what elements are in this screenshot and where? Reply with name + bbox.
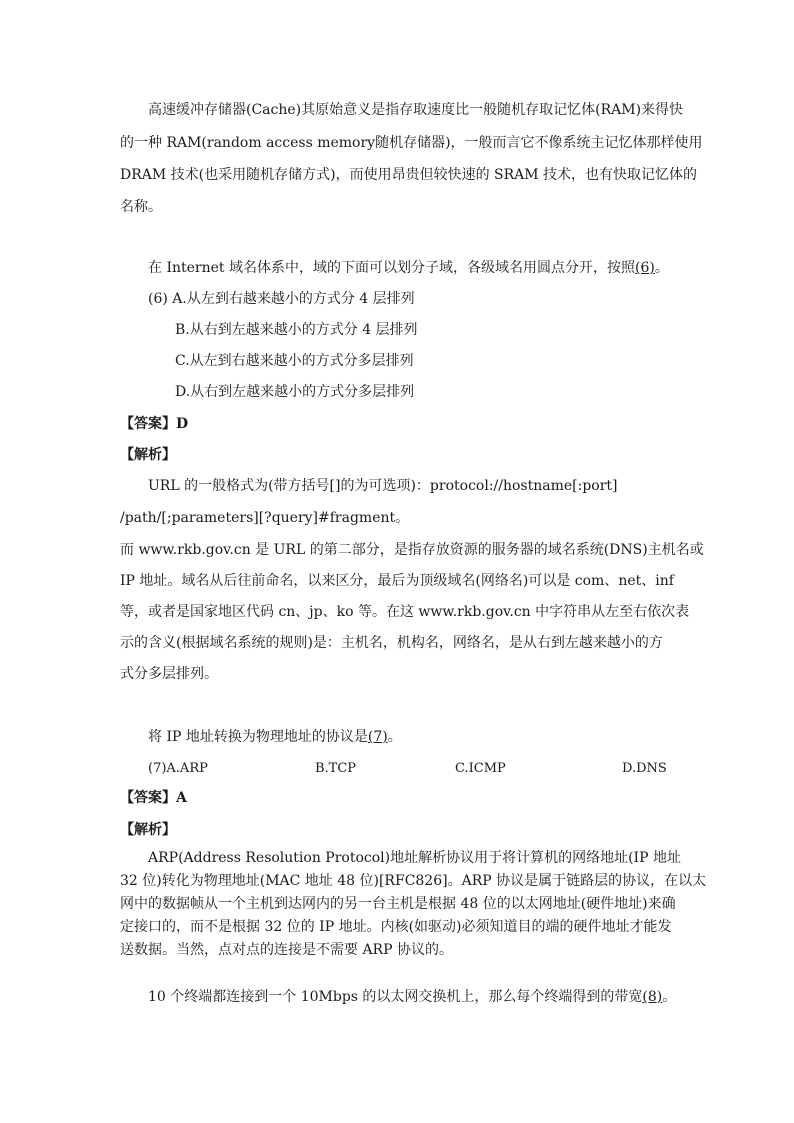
q7-option-a: (7)A.ARP [148,761,208,776]
q7-stem-end: 。 [387,729,402,745]
q7-option-b: B.TCP [315,761,357,776]
q7-stem [148,727,402,747]
q7-analysis-line-5: 送数据。当然，点对点的连接是不需要 ARP 协议的。 [120,942,453,958]
q6-stem-text: 在 Internet 域名体系中，域的下面可以划分子域，各级域名用圆点分开，按照 [148,260,635,276]
q7-analysis-line-1: ARP(Address Resolution Protocol)地址解析协议用于将计算机的网络地址(IP 地址 [148,850,681,866]
q7-stem-text: 将 IP 地址转换为物理地址的协议是 [148,729,368,745]
q8-stem [148,987,676,1007]
q6-answer-value: D [176,416,189,432]
q7-blank: (7) [367,729,388,745]
q6-option-c: C.从左到右越来越小的方式分多层排列 [175,353,414,369]
q6-analysis-line-4: IP 地址。域名从后往前命名，以来区分，最后为顶级域名(网络名)可以是 com、net、inf [120,573,674,589]
q7-option-c: C.ICMP [455,761,506,776]
q8-stem-text: 10 个终端都连接到一个 10Mbps 的以太网交换机上，那么每个终端得到的带宽 [148,989,643,1005]
q6-analysis-line-3: 而 www.rkb.gov.cn 是 URL 的第二部分，是指存放资源的服务器的域名系统(DNS)主机名或 [120,542,704,558]
q6-analysis-line-5: 等，或者是国家地区代码 cn、jp、ko 等。在这 www.rkb.gov.cn 中字符串从左至右依次表 [120,604,690,620]
q6-analysis-line-7: 式分多层排列。 [120,666,218,682]
intro-line-2: 的一种 RAM(random access memory随机存储器)，一般而言它不像系统主记忆体那样使用 [120,135,703,151]
intro-line-4: 名称。 [120,199,162,215]
intro-line-3: DRAM 技术(也采用随机存储方式)，而使用昂贵但较快速的 SRAM 技术，也有快取记忆体的 [120,167,698,183]
q7-option-d: D.DNS [622,761,667,776]
q6-option-d: D.从右到左越来越小的方式分多层排列 [175,384,415,400]
q6-stem-end: 。 [654,260,669,276]
q6-analysis-line-1: URL 的一般格式为(带方括号[]的为可选项)：protocol://hostname[:port] [148,478,618,494]
q6-stem [148,258,669,278]
q6-analysis-line-6: 示的含义(根据域名系统的规则)是：主机名，机构名，网络名，是从右到左越来越小的方 [120,635,663,651]
q6-option-b: B.从右到左越来越小的方式分 4 层排列 [175,322,418,338]
q6-answer [120,414,188,434]
q7-answer-value: A [176,790,187,806]
q6-answer-label: 【答案】 [120,416,176,432]
q6-analysis-line-2: /path/[;parameters][?query]#fragment。 [120,510,410,526]
q6-option-a: (6) A.从左到右越来越小的方式分 4 层排列 [148,291,415,307]
q7-answer-label: 【答案】 [120,790,176,806]
q7-answer [120,788,187,808]
q7-analysis-line-3: 网中的数据帧从一个主机到达网内的另一台主机是根据 48 位的以太网地址(硬件地址)来确 [120,896,676,912]
q6-analysis-label: 【解析】 [120,447,176,463]
q7-analysis-line-2: 32 位)转化为物理地址(MAC 地址 48 位)[RFC826]。ARP 协议是属于链路层的协议，在以太 [120,873,707,889]
q8-blank: (8) [642,989,663,1005]
intro-line-1: 高速缓冲存储器(Cache)其原始意义是指存取速度比一般随机存取记忆体(RAM)来得快 [148,102,684,118]
q7-analysis-line-4: 定接口的，而不是根据 32 位的 IP 地址。内核(如驱动)必须知道目的端的硬件地址才能发 [120,919,672,935]
q7-analysis-label: 【解析】 [120,822,176,838]
q6-blank: (6) [634,260,655,276]
q8-stem-end: 。 [662,989,677,1005]
